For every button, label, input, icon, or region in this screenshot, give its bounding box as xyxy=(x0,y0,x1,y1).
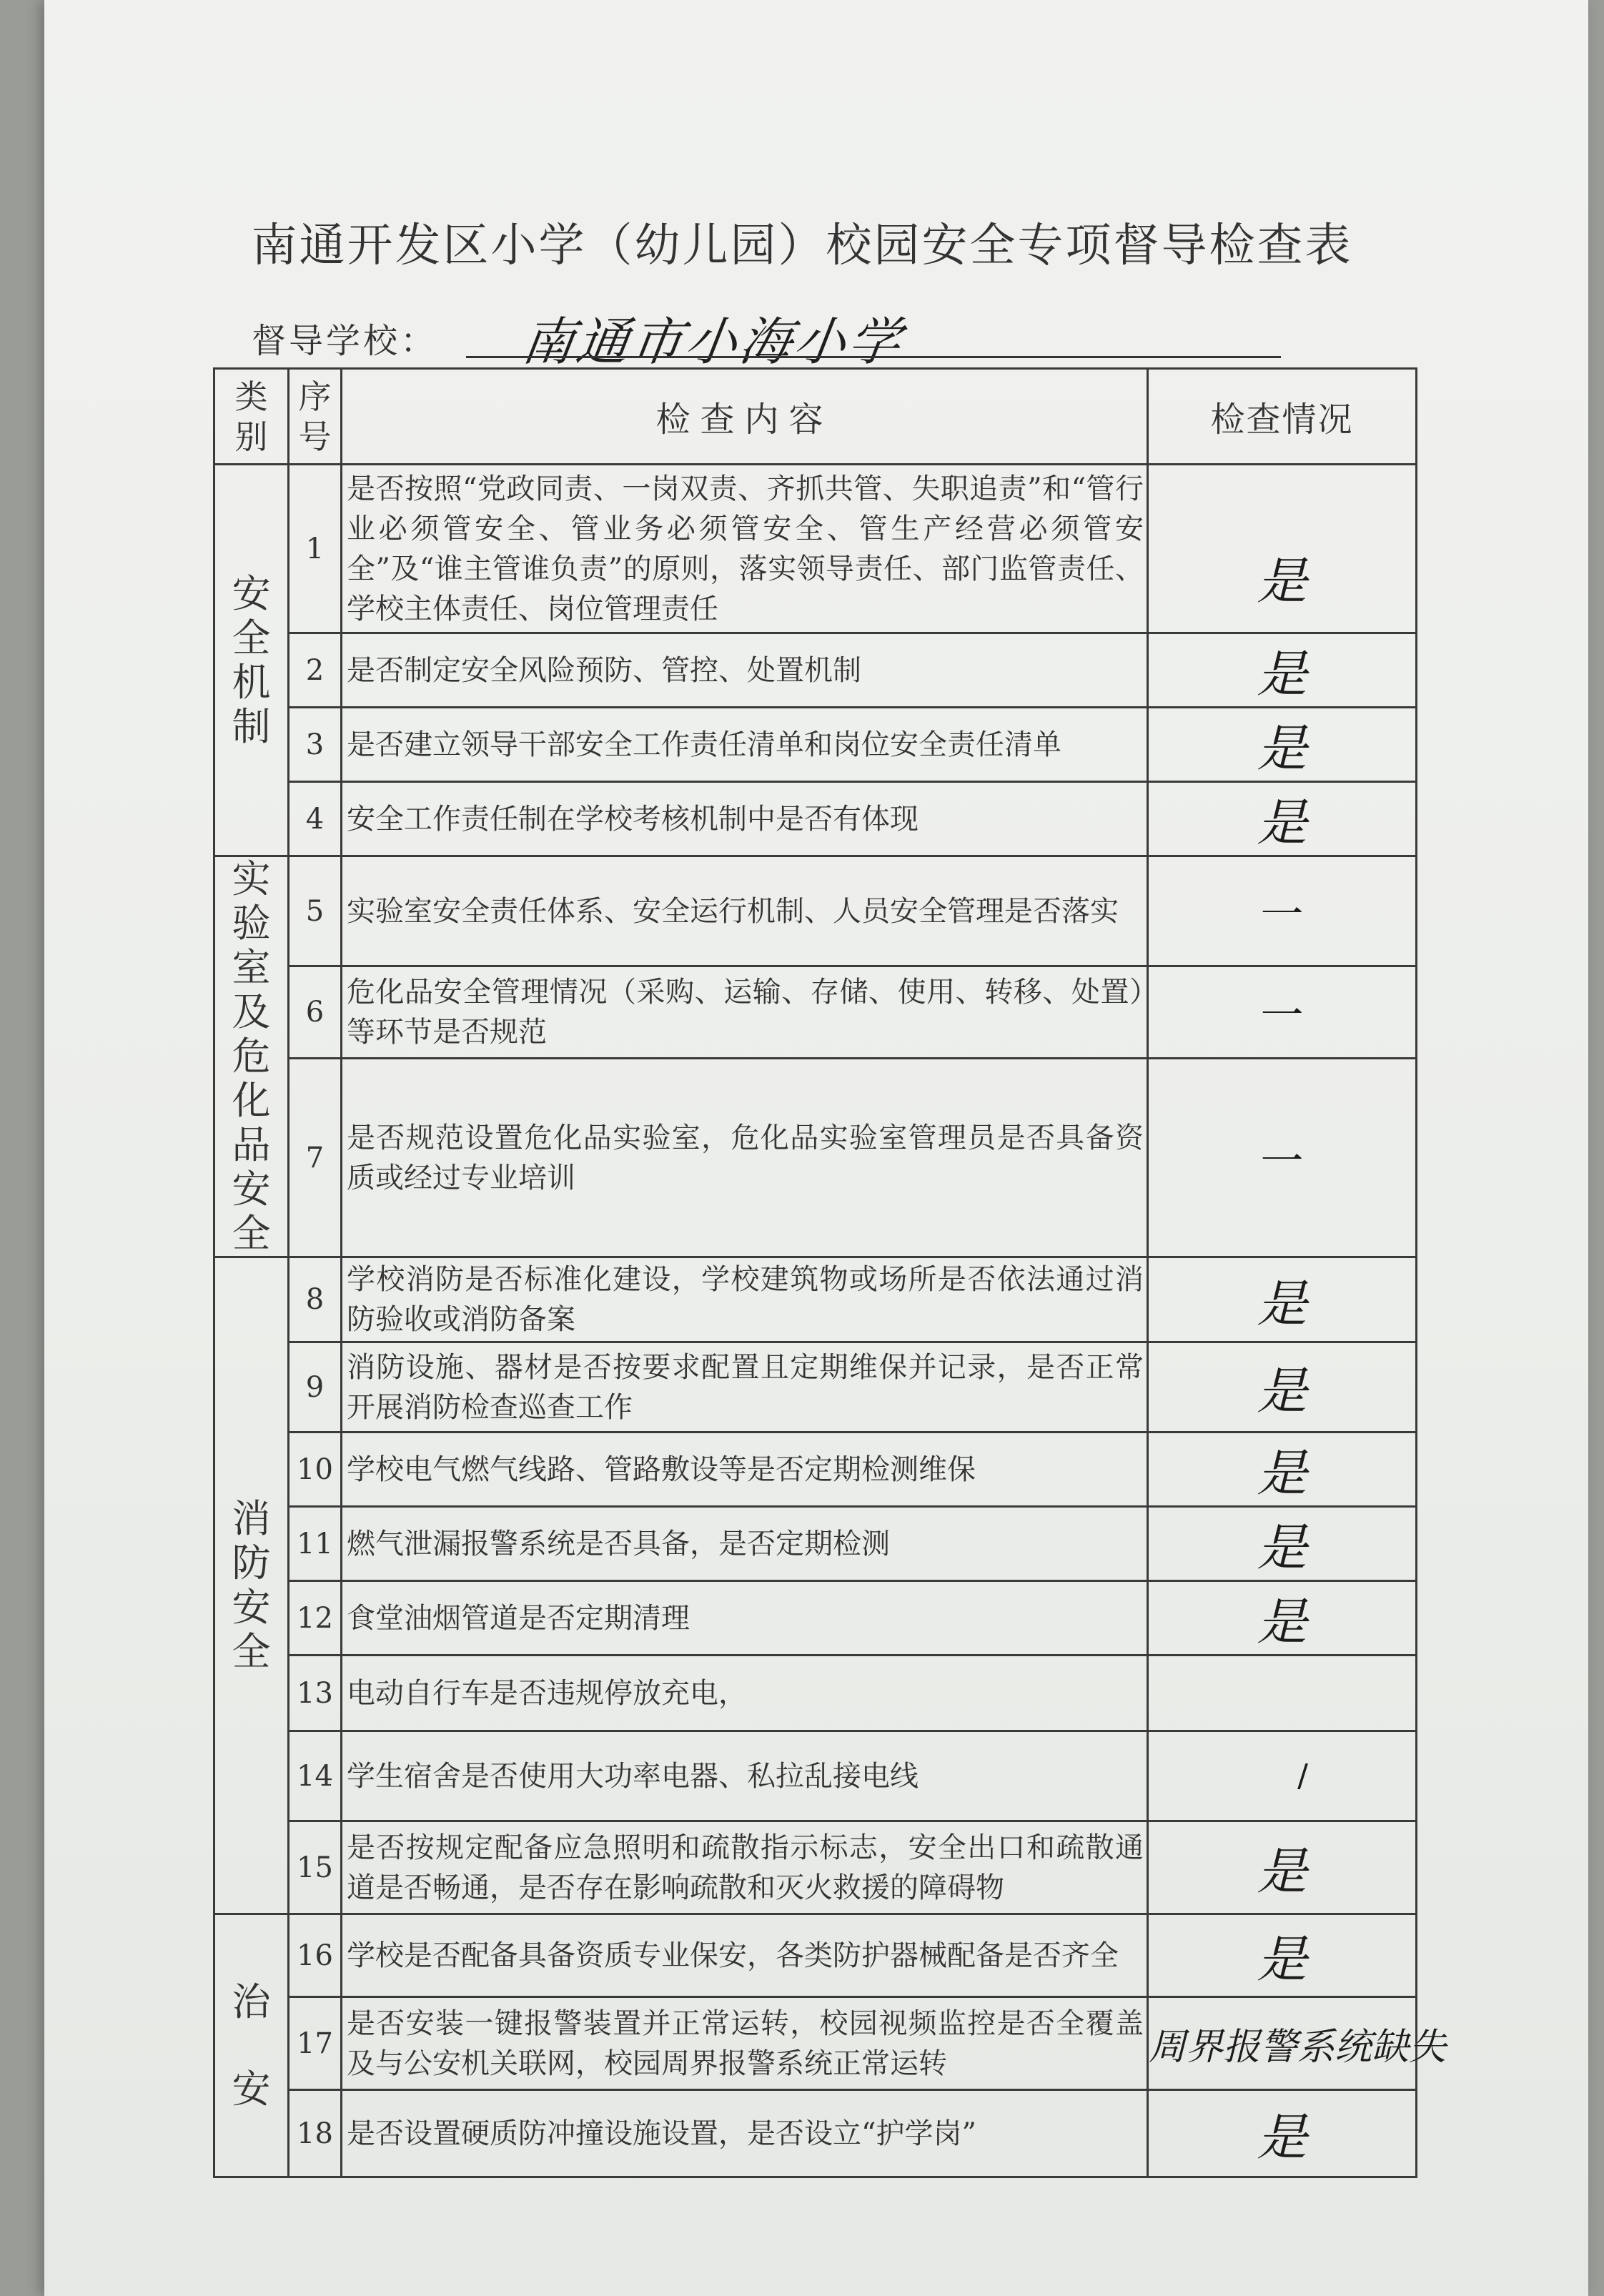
row-check-handwritten xyxy=(1148,1656,1417,1731)
row-number: 4 xyxy=(289,782,342,856)
row-content: 实验室安全责任体系、安全运行机制、人员安全管理是否落实 xyxy=(342,856,1148,966)
row-content: 学生宿舍是否使用大功率电器、私拉乱接电线 xyxy=(342,1731,1148,1821)
row-content: 是否建立领导干部安全工作责任清单和岗位安全责任清单 xyxy=(342,708,1148,782)
row-check-handwritten: 是 xyxy=(1148,1432,1417,1507)
row-number: 18 xyxy=(289,2090,342,2177)
row-content: 是否安装一键报警装置并正常运转，校园视频监控是否全覆盖及与公安机关联网，校园周界报警系统正常运转 xyxy=(342,1997,1148,2090)
row-number: 12 xyxy=(289,1581,342,1656)
row-content: 燃气泄漏报警系统是否具备，是否定期检测 xyxy=(342,1507,1148,1581)
row-content: 是否按照“党政同责、一岗双责、齐抓共管、失职追责”和“管行业必须管安全、管业务必须管安全、管生产经营必须管安全”及“谁主管谁负责”的原则，落实领导责任、部门监管责任、学校主体责任、岗位管理责任 xyxy=(342,465,1148,633)
row-check-handwritten: 是 xyxy=(1148,1342,1417,1432)
row-check-handwritten: 是 xyxy=(1148,1507,1417,1581)
row-check-handwritten: 是 xyxy=(1148,1914,1417,1997)
row-number: 5 xyxy=(289,856,342,966)
table-row xyxy=(214,1997,1417,2090)
category-char: 安 xyxy=(232,1585,271,1630)
row-content: 学校电气燃气线路、管路敷设等是否定期检测维保 xyxy=(342,1432,1148,1507)
row-content: 安全工作责任制在学校考核机制中是否有体现 xyxy=(342,782,1148,856)
row-check-handwritten: 是 xyxy=(1148,465,1417,633)
category-fire-safety xyxy=(214,1257,289,1914)
row-check-handwritten: 周界报警系统缺失 xyxy=(1148,1997,1417,2090)
category-char: 制 xyxy=(232,703,271,749)
row-content: 危化品安全管理情况（采购、运输、存储、使用、转移、处置）等环节是否规范 xyxy=(342,966,1148,1059)
header-number xyxy=(289,369,342,465)
category-char: 全 xyxy=(232,1211,271,1256)
category-char: 室 xyxy=(232,945,271,990)
row-number: 1 xyxy=(289,465,342,633)
row-check-handwritten: 是 xyxy=(1148,633,1417,708)
row-content: 是否规范设置危化品实验室，危化品实验室管理员是否具备资质或经过专业培训 xyxy=(342,1059,1148,1257)
table-row xyxy=(214,465,1417,633)
table-row xyxy=(214,2090,1417,2177)
row-content: 是否按规定配备应急照明和疏散指示标志，安全出口和疏散通道是否畅通，是否存在影响疏散和灭火救援的障碍物 xyxy=(342,1821,1148,1914)
row-number: 11 xyxy=(289,1507,342,1581)
row-number: 7 xyxy=(289,1059,342,1257)
school-label: 督导学校： xyxy=(252,321,438,361)
table-row xyxy=(214,1257,1417,1342)
header-category-char: 别 xyxy=(234,417,268,456)
row-check-handwritten: 一 xyxy=(1148,1059,1417,1257)
category-char: 全 xyxy=(232,1629,271,1674)
school-field xyxy=(252,300,1066,372)
header-category xyxy=(214,369,289,465)
category-char: 品 xyxy=(232,1122,271,1167)
row-content: 消防设施、器材是否按要求配置且定期维保并记录，是否正常开展消防检查巡查工作 xyxy=(342,1342,1148,1432)
category-char: 安 xyxy=(232,2066,271,2112)
row-check-handwritten: / xyxy=(1148,1731,1417,1821)
header-number-char: 号 xyxy=(298,417,332,456)
table-row xyxy=(214,966,1417,1059)
category-char: 全 xyxy=(232,615,271,660)
row-number: 15 xyxy=(289,1821,342,1914)
row-check-handwritten: 是 xyxy=(1148,708,1417,782)
row-check-handwritten: 是 xyxy=(1148,2090,1417,2177)
table-row xyxy=(214,1507,1417,1581)
row-content: 食堂油烟管道是否定期清理 xyxy=(342,1581,1148,1656)
header-content: 检查内容 xyxy=(342,369,1148,465)
category-lab-hazmat-safety xyxy=(214,856,289,1257)
row-check-handwritten: 一 xyxy=(1148,856,1417,966)
table-row xyxy=(214,1342,1417,1432)
table-row xyxy=(214,856,1417,966)
row-content: 学校消防是否标准化建设，学校建筑物或场所是否依法通过消防验收或消防备案 xyxy=(342,1257,1148,1342)
row-number: 9 xyxy=(289,1342,342,1432)
header-number-char: 序 xyxy=(298,377,332,416)
table-row xyxy=(214,1914,1417,1997)
inspection-table xyxy=(213,367,1447,2178)
table-row xyxy=(214,1656,1417,1731)
category-char: 机 xyxy=(232,659,271,705)
category-char: 危 xyxy=(232,1034,271,1079)
table-row xyxy=(214,1731,1417,1821)
category-safety-mechanism xyxy=(214,465,289,856)
category-char: 验 xyxy=(232,901,271,946)
row-content: 学校是否配备具备资质专业保安，各类防护器械配备是否齐全 xyxy=(342,1914,1148,1997)
table-row xyxy=(214,633,1417,708)
row-number: 2 xyxy=(289,633,342,708)
table-row xyxy=(214,708,1417,782)
header-check: 检查情况 xyxy=(1148,369,1417,465)
row-number: 6 xyxy=(289,966,342,1059)
table-row xyxy=(214,782,1417,856)
category-char: 安 xyxy=(232,570,271,616)
header-category-char: 类 xyxy=(234,377,268,416)
row-number: 10 xyxy=(289,1432,342,1507)
table-row xyxy=(214,1432,1417,1507)
header-row xyxy=(214,369,1417,465)
row-check-handwritten: 是 xyxy=(1148,1581,1417,1656)
category-char: 化 xyxy=(232,1078,271,1123)
row-number: 17 xyxy=(289,1997,342,2090)
row-number: 13 xyxy=(289,1656,342,1731)
row-check-handwritten: 是 xyxy=(1148,782,1417,856)
row-content: 是否制定安全风险预防、管控、处置机制 xyxy=(342,633,1148,708)
row-number: 14 xyxy=(289,1731,342,1821)
category-char: 消 xyxy=(232,1496,271,1541)
row-check-handwritten: 是 xyxy=(1148,1257,1417,1342)
table-row xyxy=(214,1581,1417,1656)
table-row xyxy=(214,1059,1417,1257)
category-char: 及 xyxy=(232,989,271,1034)
row-number: 16 xyxy=(289,1914,342,1997)
row-content: 是否设置硬质防冲撞设施设置，是否设立“护学岗” xyxy=(342,2090,1148,2177)
category-char: 实 xyxy=(232,856,271,901)
category-char: 安 xyxy=(232,1167,271,1212)
row-check-handwritten: 一 xyxy=(1148,966,1417,1059)
school-underline xyxy=(466,356,1281,358)
category-public-security xyxy=(214,1914,289,2177)
category-char: 防 xyxy=(232,1540,271,1585)
row-check-handwritten: 是 xyxy=(1148,1821,1417,1914)
row-number: 3 xyxy=(289,708,342,782)
table-row xyxy=(214,1821,1417,1914)
school-name-handwritten: 南通市小海小学 xyxy=(518,312,908,372)
category-char: 治 xyxy=(232,1979,271,2024)
row-number: 8 xyxy=(289,1257,342,1342)
form-title: 南通开发区小学（幼儿园）校园安全专项督导检查表 xyxy=(251,219,1353,272)
row-content: 电动自行车是否违规停放充电， xyxy=(342,1656,1148,1731)
